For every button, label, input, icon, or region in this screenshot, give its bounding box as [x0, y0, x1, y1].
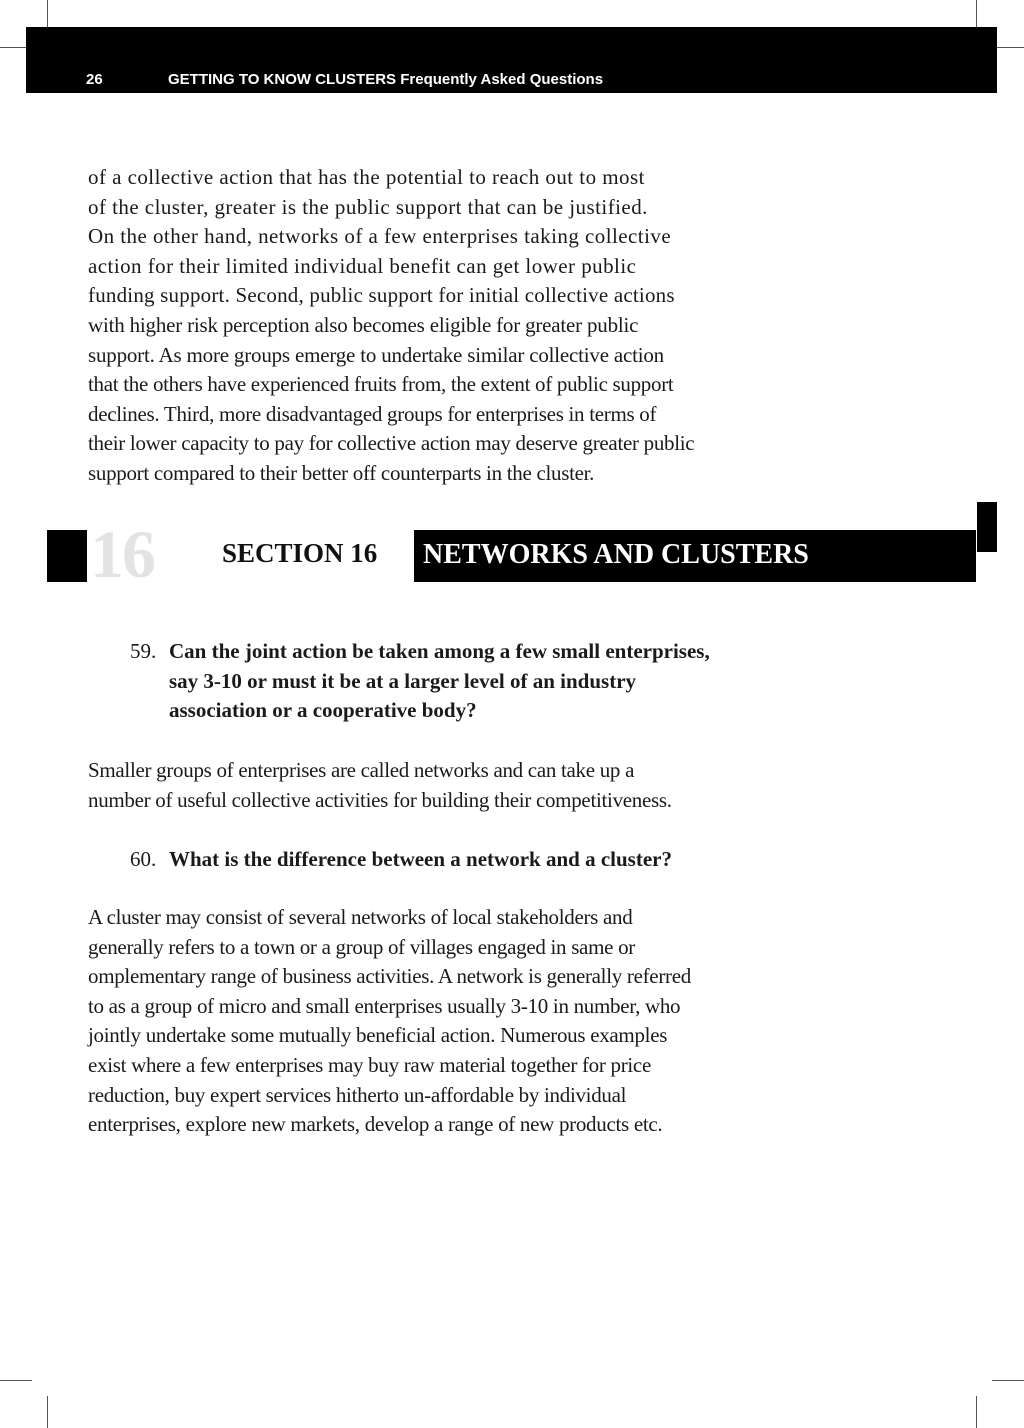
text-line: declines. Third, more disadvantaged groups for enterprises in terms of	[88, 401, 657, 426]
text-line: with higher risk perception also becomes eligible for greater public	[88, 312, 639, 337]
text-line: reduction, buy expert services hitherto un-affordable by individual	[88, 1082, 627, 1107]
text-line: Can the joint action be taken among a few small enterprises,	[169, 639, 710, 663]
text-line: exist where a few enterprises may buy raw material together for price	[88, 1052, 651, 1077]
question-number: 60.	[130, 847, 157, 871]
text-line: of a collective action that has the potential to reach out to most	[88, 165, 645, 189]
text-line: On the other hand, networks of a few enterprises taking collective	[88, 224, 672, 249]
section-marker	[47, 530, 87, 582]
section-title: NETWORKS AND CLUSTERS	[423, 539, 809, 570]
page-number: 26	[86, 71, 103, 88]
text-line: What is the difference between a network and a cluster?	[169, 847, 672, 871]
text-line: support compared to their better off counterparts in the cluster.	[88, 460, 595, 485]
text-line: number of useful collective activities for building their competitiveness.	[88, 787, 672, 812]
intro-paragraph	[88, 163, 808, 489]
text-line: association or a cooperative body?	[169, 698, 477, 723]
text-line: to as a group of micro and small enterprises usually 3-10 in number, who	[88, 993, 681, 1018]
text-line: of the cluster, greater is the public support that can be justified.	[88, 194, 648, 219]
text-line: their lower capacity to pay for collective action may deserve greater public	[88, 431, 695, 456]
answer-60	[88, 903, 808, 1140]
text-line: omplementary range of business activities. A network is generally referred	[88, 964, 691, 989]
answer-59	[88, 756, 808, 815]
text-line: action for their limited individual benefit can get lower public	[88, 253, 637, 278]
text-line: generally refers to a town or a group of villages engaged in same or	[88, 934, 635, 959]
text-line: say 3-10 or must it be at a larger level of an industry	[169, 668, 637, 693]
text-line: Smaller groups of enterprises are called networks and can take up a	[88, 758, 635, 782]
crop-mark	[992, 1380, 1024, 1381]
text-line: jointly undertake some mutually beneficial action. Numerous examples	[88, 1023, 668, 1048]
section-label: SECTION 16	[222, 538, 378, 568]
text-line: A cluster may consist of several networks of local stakeholders and	[88, 905, 633, 929]
section-tab	[977, 502, 997, 552]
running-head: GETTING TO KNOW CLUSTERS Frequently Asked Questions	[168, 71, 604, 88]
section-number: 16	[90, 516, 154, 592]
text-line: that the others have experienced fruits from, the extent of public support	[88, 372, 674, 397]
crop-mark	[976, 1396, 977, 1428]
crop-mark	[47, 1396, 48, 1428]
crop-mark	[0, 1380, 32, 1381]
question-text	[169, 845, 849, 875]
text-line: enterprises, explore new markets, develop a range of new products etc.	[88, 1112, 663, 1137]
question-number: 59.	[130, 639, 157, 663]
question-text	[169, 637, 849, 726]
text-line: funding support. Second, public support for initial collective actions	[88, 283, 675, 308]
text-line: support. As more groups emerge to undertake similar collective action	[88, 342, 664, 367]
